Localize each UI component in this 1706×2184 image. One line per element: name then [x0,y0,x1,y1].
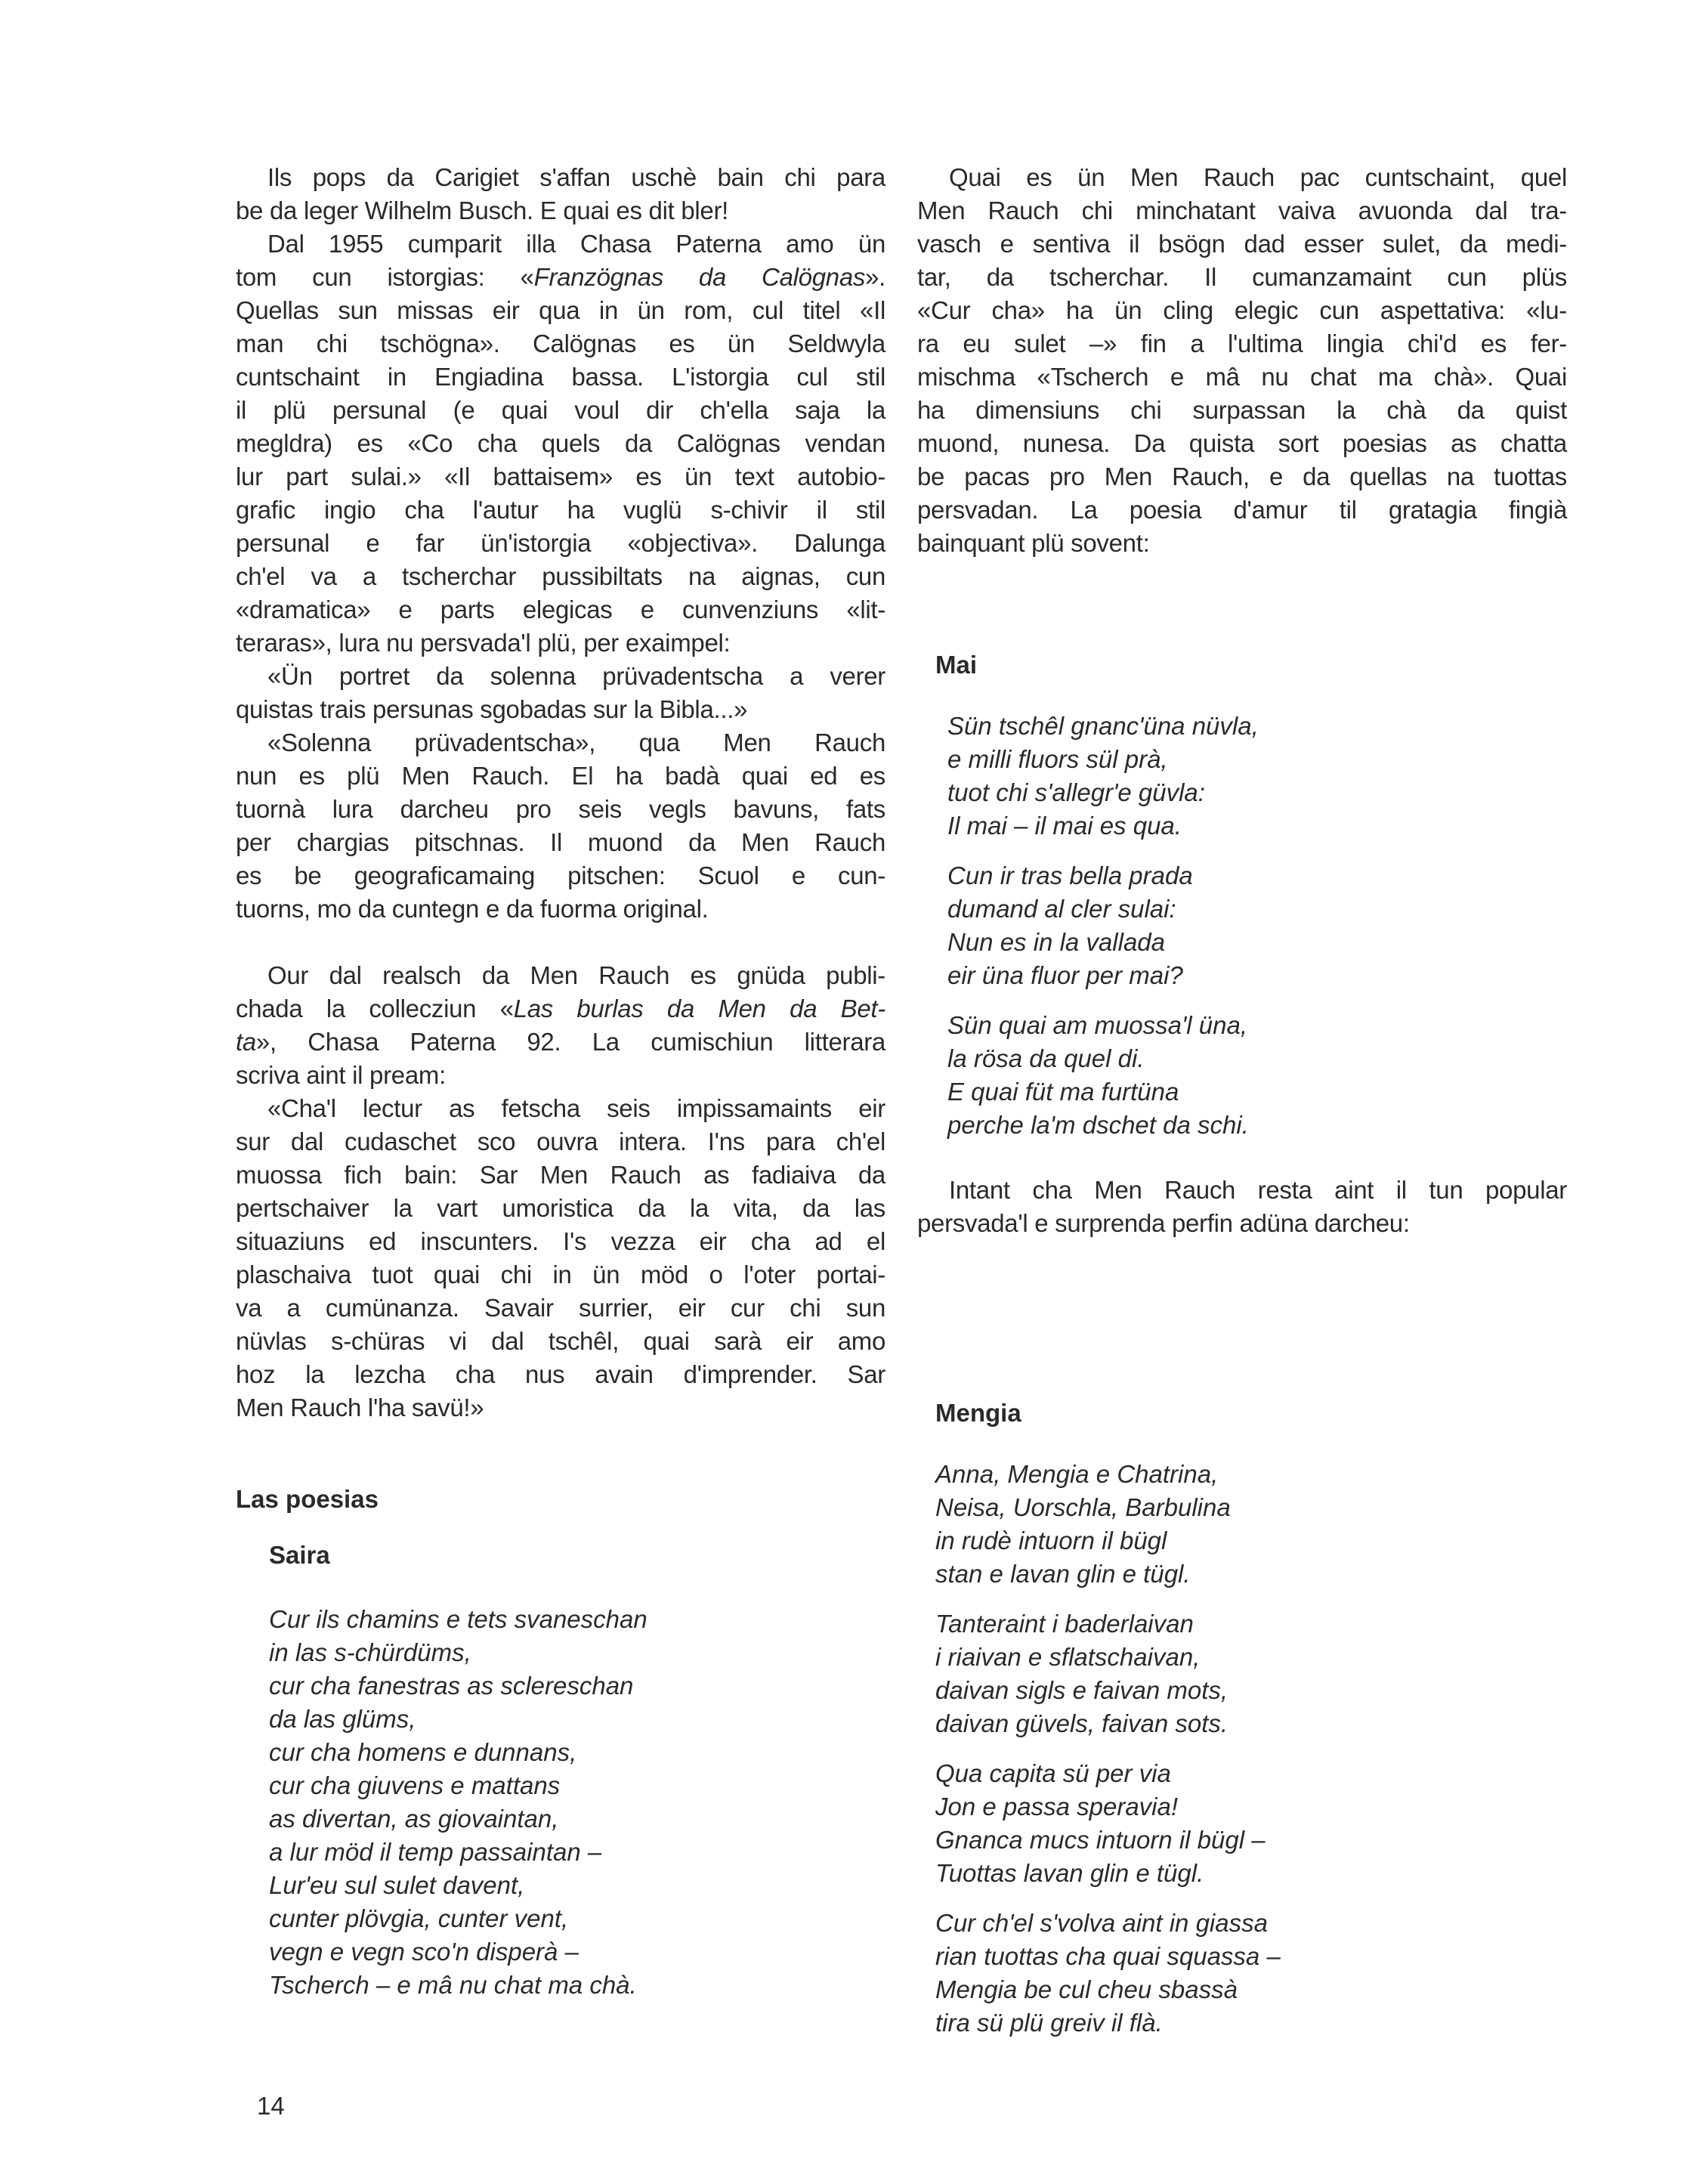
text-line: persvadan. La poesia d'amur til gratagia fingià [917,496,1567,524]
stanza [947,1009,1567,1142]
text-line: mischma «Tscherch e mâ nu chat ma chà». Quai [917,363,1567,391]
left-column [236,161,885,2002]
poem-line: stan e lavan glin e tügl. [935,1560,1191,1588]
poem-line: Qua capita sü per via [935,1759,1171,1787]
text-line: nüvlas s-chüras vi dal tschêl, quai sarà eir amo [236,1327,885,1355]
poem-line: Gnanca mucs intuorn il bügl – [935,1826,1266,1854]
poem-line: rian tuottas cha quai squassa – [935,1942,1281,1970]
text-line: grafic ingio cha l'autur ha vuglü s-chivir il stil [236,496,885,524]
poem-line: daivan güvels, faivan sots. [935,1709,1229,1737]
text-line: nun es plü Men Rauch. El ha badà quai ed es [236,762,885,790]
text-line: vasch e sentiva il bsögn dad esser sulet, da medi- [917,230,1567,258]
text-line: tom cun istorgias: «Franzögnas da Calögnas». [236,263,886,291]
poem-line: Lur'eu sul sulet davent, [269,1871,525,1899]
book-title-franzognas: Franzögnas da Calögnas [533,263,866,291]
poem-line: e milli fluors sül prà, [947,745,1168,773]
text-line: persvada'l e surprenda perfin adüna darcheu: [917,1209,1410,1237]
poem-line: Tanteraint i baderlaivan [935,1610,1194,1638]
text-line: Quellas sun missas eir qua in ün rom, cul titel «Il [236,296,885,324]
text-line: tuornà lura darcheu pro seis vegls bavuns, fats [236,795,885,823]
paragraph-carigiet [236,161,885,227]
text-line: tuorns, mo da cuntegn e da fuorma original. [236,895,709,923]
text-line: cuntschaint in Engiadina bassa. L'istorgia cul stil [236,363,885,391]
section-heading: Las poesias [236,1485,379,1513]
text-line: «dramatica» e parts elegicas e cunvenziuns «lit- [236,595,885,623]
poem-line: Neisa, Uorschla, Barbulina [935,1493,1231,1521]
stanza [935,1907,1567,2040]
paragraph-solenna [236,726,885,926]
text-line: Intant cha Men Rauch resta aint il tun popular [949,1176,1567,1204]
text-line: sur dal cudaschet sco ouvra intera. I'ns para ch'el [236,1128,885,1155]
poem-line: i riaivan e sflatschaivan, [935,1643,1201,1671]
paragraph-burlas [236,959,885,1092]
poem-line: Sün quai am muossa'l üna, [947,1011,1248,1039]
text-line: chada la collecziun «Las burlas da Men da Bet- [236,995,885,1022]
text-line: muond, nunesa. Da quista sort poesias as chatta [917,429,1567,457]
stanza [947,710,1567,843]
text-line: ch'el va a tscherchar pussibiltats na aignas, cun [236,562,885,590]
text-line: pertschaiver la vart umoristica da la vita, da las [236,1194,885,1222]
poem-line: perche la'm dschet da schi. [947,1111,1249,1139]
text-line: bainquant plü sovent: [917,529,1150,557]
text-line: Ils pops da Carigiet s'affan uschè bain chi para [267,163,885,191]
text-line: ta», Chasa Paterna 92. La cumischiun litterara [236,1028,885,1056]
poem-title-mengia: Mengia [935,1399,1021,1427]
poem-title-saira: Saira [269,1541,330,1569]
paragraph-quote-lectur [236,1092,885,1425]
stanza [935,1458,1567,1591]
paragraph-men-rauch [917,161,1567,560]
paragraph-franzognas [236,227,885,660]
text-line: scriva aint il pream: [236,1061,446,1089]
stanza [935,1607,1567,1740]
text-line: muossa fich bain: Sar Men Rauch as fadiaiva da [236,1161,885,1189]
poem-line: cur cha giuvens e mattans [269,1771,561,1799]
poem-line: vegn e vegn sco'n disperà – [269,1938,579,1966]
book-title-burlas: Las burlas da Men da Bet- [513,995,885,1022]
poem-title-mai: Mai [935,651,978,679]
right-column [917,161,1567,2056]
poem-line: eir üna fluor per mai? [947,961,1183,989]
text-line: man chi tschögna». Calögnas es ün Seldwyla [236,329,885,357]
text-line: lur part sulai.» «Il battaisem» es ün text autobio- [236,462,885,490]
page-number: 14 [257,2092,285,2120]
text-line: quistas trais persunas sgobadas sur la Bibla...» [236,695,748,723]
text-line: «Ün portret da solenna prüvadentscha a verer [267,662,885,690]
stanza [947,859,1567,992]
poem-line: tuot chi s'allegr'e güvla: [947,778,1205,806]
poem-line: Anna, Mengia e Chatrina, [935,1460,1219,1488]
poem-line: in rudè intuorn il bügl [935,1527,1167,1554]
text-line: Our dal realsch da Men Rauch es gnüda publi- [267,961,885,989]
text-line: situaziuns ed inscunters. I's vezza eir cha ad el [236,1227,885,1255]
text-line: «Solenna prüvadentscha», qua Men Rauch [267,729,885,756]
poem-line: Tuottas lavan glin e tügl. [935,1859,1204,1887]
text-line: tar, da tscherchar. Il cumanzamaint cun plüs [917,263,1567,291]
poem-saira [236,1603,885,2002]
text-line: megldra) es «Co cha quels da Calögnas vendan [236,429,885,457]
text-line: ha dimensiuns chi surpassan la chà da quist [917,396,1567,424]
text-line: Men Rauch l'ha savü!» [236,1394,484,1421]
poem-line: Mengia be cul cheu sbassà [935,1975,1238,2003]
text-line: Quai es ün Men Rauch pac cuntschaint, quel [949,163,1567,191]
stanza [935,1757,1567,1890]
text-line: hoz la lezcha cha nus avain d'imprender. Sar [236,1360,885,1388]
poem-line: cur cha fanestras as sclereschan [269,1672,634,1700]
text-line: persunal e far ün'istorgia «objectiva». Dalunga [236,529,885,557]
text-line: teraras», lura nu persvada'l plü, per exaimpel: [236,629,731,657]
poem-line: Cun ir tras bella prada [947,862,1193,889]
poem-line: Sün tschêl gnanc'üna nüvla, [947,712,1259,740]
poem-line: dumand al cler sulai: [947,895,1176,923]
poem-line: in las s-chürdüms, [269,1638,471,1666]
poem-line: daivan sigls e faivan mots, [935,1676,1229,1704]
poem-line: cur cha homens e dunnans, [269,1738,577,1766]
text-line: «Cha'l lectur as fetscha seis impissamaints eir [267,1094,885,1122]
poem-mai [917,710,1567,1142]
text-line: ra eu sulet –» fin a l'ultima lingia chi'd es fer- [917,329,1567,357]
text-line: Men Rauch chi minchatant vaiva avuonda dal tra- [917,196,1567,224]
text-line: il plü persunal (e quai voul dir ch'ella saja la [236,396,885,424]
poem-line: E quai füt ma furtüna [947,1078,1179,1106]
poem-line: Nun es in la vallada [947,928,1166,956]
poem-line: Jon e passa speravia! [935,1793,1179,1821]
poem-line: as divertan, as giovaintan, [269,1805,559,1833]
poem-line: Tscherch – e mâ nu chat ma chà. [269,1971,637,1999]
poem-line: Il mai – il mai es qua. [947,812,1182,840]
text-line: per chargias pitschnas. Il muond da Men Rauch [236,828,885,856]
text-line: «Cur cha» ha ün cling elegic cun aspettativa: «lu- [917,296,1567,324]
text-line: Dal 1955 cumparit illa Chasa Paterna amo ün [267,230,885,258]
poem-line: da las glüms, [269,1705,416,1733]
text-line: plaschaiva tuot quai chi in ün möd o l'oter portai- [236,1261,885,1288]
paragraph-intant [917,1174,1567,1240]
text-line: be da leger Wilhelm Busch. E quai es dit bler! [236,196,729,224]
text-line: va a cumünanza. Savair surrier, eir cur chi sun [236,1294,885,1322]
poem-line: Cur ils chamins e tets svaneschan [269,1605,647,1633]
poem-line: la rösa da quel di. [947,1044,1145,1072]
spacer [236,926,885,959]
paragraph-quote-portret [236,660,885,726]
poem-line: tira sü plü greiv il flà. [935,2009,1163,2037]
poem-mengia [917,1458,1567,2040]
poem-line: Cur ch'el s'volva aint in giassa [935,1909,1268,1937]
text-line: es be geograficamaing pitschen: Scuol e cun- [236,862,885,889]
poem-line: a lur möd il temp passaintan – [269,1838,602,1866]
poem-line: cunter plövgia, cunter vent, [269,1904,569,1932]
text-line: be pacas pro Men Rauch, e da quellas na tuottas [917,462,1567,490]
